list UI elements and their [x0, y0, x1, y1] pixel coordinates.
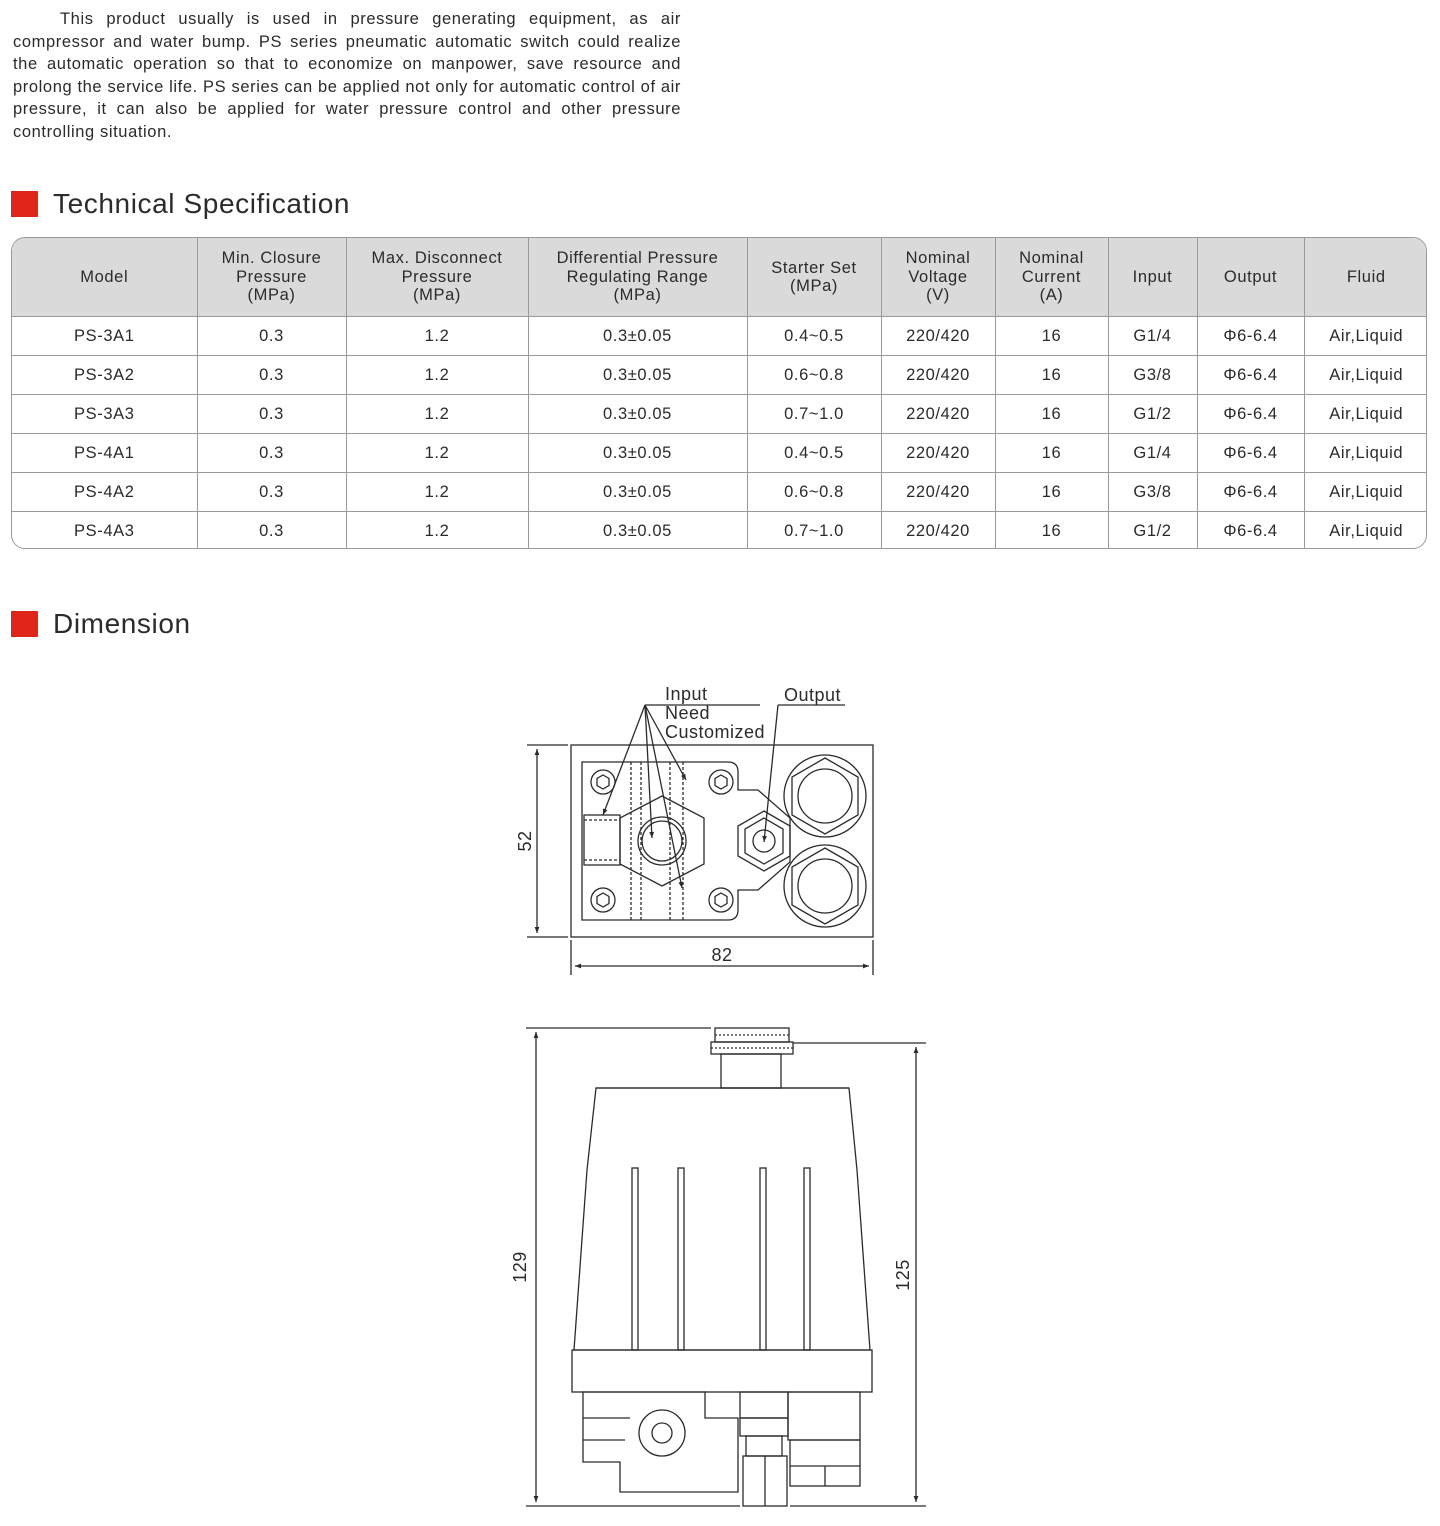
top-view-outline	[571, 745, 873, 937]
table-cell: PS-4A3	[12, 512, 197, 550]
section-title: Technical Specification	[53, 188, 351, 219]
column-header-line: Pressure	[236, 267, 307, 286]
table-cell: Air,Liquid	[1304, 395, 1427, 434]
section-title: Dimension	[53, 608, 191, 639]
column-header-line: Pressure	[401, 267, 473, 286]
table-cell: 220/420	[881, 512, 995, 550]
column-header-line: (V)	[926, 286, 950, 305]
table-cell: G3/8	[1108, 356, 1197, 395]
column-header-line: (A)	[1039, 286, 1064, 305]
side-view	[526, 1028, 926, 1506]
column-header-line: Current	[1021, 267, 1082, 286]
column-header-line: (MPa)	[790, 277, 838, 295]
table-cell: 16	[995, 434, 1108, 473]
table-cell: Φ6-6.4	[1197, 473, 1304, 512]
table-cell: 0.3	[197, 356, 346, 395]
table-cell: G1/2	[1108, 395, 1197, 434]
table-cell: 220/420	[881, 317, 995, 356]
table-cell: 1.2	[346, 317, 528, 356]
table-cell: 16	[995, 356, 1108, 395]
table-cell: 1.2	[346, 434, 528, 473]
table-cell: G1/2	[1108, 512, 1197, 550]
callout-need-label: Need	[665, 703, 711, 723]
column-header-line: Max. Disconnect	[371, 249, 503, 268]
table-cell: 1.2	[346, 356, 528, 395]
column-header-line: Voltage	[908, 267, 968, 286]
callout-input-label: Input	[665, 684, 708, 704]
table-cell: 0.4~0.5	[747, 317, 881, 356]
table-cell: PS-3A2	[12, 356, 197, 395]
side-slot	[584, 815, 620, 865]
cover-ribs	[632, 1168, 810, 1350]
screw-icon	[709, 888, 733, 912]
table-cell: 0.3	[197, 512, 346, 550]
table-cell: G1/4	[1108, 434, 1197, 473]
column-header-line: Input	[1132, 267, 1173, 286]
top-view	[527, 705, 873, 975]
table-cell: 0.3±0.05	[528, 317, 747, 356]
table-cell: G1/4	[1108, 317, 1197, 356]
table-cell: 16	[995, 512, 1108, 550]
column-header-line: Fluid	[1346, 267, 1386, 286]
screw-icon	[591, 888, 615, 912]
column-header-line: Min. Closure	[221, 249, 322, 268]
dimension-82-label: 82	[711, 945, 733, 965]
cover-outline	[574, 1088, 870, 1350]
cable-gland-icon	[784, 755, 866, 837]
screw-icon	[591, 770, 615, 794]
table-cell: 0.6~0.8	[747, 473, 881, 512]
table-cell: 0.3±0.05	[528, 473, 747, 512]
table-cell: Φ6-6.4	[1197, 356, 1304, 395]
table-cell: 1.2	[346, 395, 528, 434]
base-band	[572, 1350, 872, 1392]
dimension-125-label: 125	[893, 1259, 913, 1291]
table-cell: Φ6-6.4	[1197, 395, 1304, 434]
table-cell: 220/420	[881, 395, 995, 434]
screw-icon	[709, 770, 733, 794]
lower-body-left	[583, 1392, 738, 1492]
table-cell: 0.3±0.05	[528, 395, 747, 434]
dimension-129-label: 129	[510, 1251, 530, 1283]
port-icon	[639, 1410, 685, 1456]
table-cell: Φ6-6.4	[1197, 434, 1304, 473]
table-cell: 220/420	[881, 473, 995, 512]
table-cell: 0.3±0.05	[528, 356, 747, 395]
column-header-line: Starter Set	[771, 258, 857, 277]
table-cell: 16	[995, 395, 1108, 434]
column-header-line: Nominal	[1019, 249, 1084, 268]
table-cell: 0.7~1.0	[747, 395, 881, 434]
cable-gland-icon	[784, 845, 866, 927]
column-header-line: (MPa)	[613, 286, 662, 305]
table-cell: 0.3	[197, 473, 346, 512]
intro-paragraph: This product usually is used in pressure generating equipment, as air compressor and water bump. PS series pneumatic automatic switch could realize the automatic operation so that to economize on manpower, save resource and prolong the service life. PS series can be applied not only for automatic control of air pressure, it can also be applied for water pressure control and other pressure controlling situation.	[13, 10, 681, 141]
input-fitting-icon	[620, 796, 704, 886]
table-cell: 0.3±0.05	[528, 512, 747, 550]
dimension-52-label: 52	[515, 830, 535, 852]
table-cell: 0.3	[197, 434, 346, 473]
table-cell: 1.2	[346, 473, 528, 512]
table-cell: Air,Liquid	[1304, 356, 1427, 395]
column-header-line: (MPa)	[413, 286, 461, 305]
table-cell: 16	[995, 473, 1108, 512]
table-cell: 0.4~0.5	[747, 434, 881, 473]
table-cell: 1.2	[346, 512, 528, 550]
table-cell: 220/420	[881, 356, 995, 395]
table-cell: 0.7~1.0	[747, 512, 881, 550]
table-cell: 0.6~0.8	[747, 356, 881, 395]
column-header-line: Model	[80, 267, 129, 286]
table-cell: PS-3A3	[12, 395, 197, 434]
table-cell: Air,Liquid	[1304, 473, 1427, 512]
table-cell: 0.3±0.05	[528, 434, 747, 473]
table-cell: Air,Liquid	[1329, 521, 1404, 540]
table-cell: 0.3	[197, 317, 346, 356]
column-header-line: Differential Pressure	[556, 249, 719, 268]
table-cell: PS-3A1	[12, 317, 197, 356]
table-cell: 0.3	[197, 395, 346, 434]
column-header-line: (MPa)	[247, 286, 296, 305]
column-header-line: Nominal	[905, 249, 971, 268]
table-cell: G3/8	[1108, 473, 1197, 512]
table-cell: PS-4A2	[12, 473, 197, 512]
table-cell: Φ6-6.4	[1197, 317, 1304, 356]
column-header-line: Output	[1223, 267, 1278, 286]
callout-customized-label: Customized	[665, 722, 766, 742]
table-cell: PS-4A1	[12, 434, 197, 473]
column-header-line: Regulating Range	[566, 267, 709, 286]
table-cell: 220/420	[881, 434, 995, 473]
table-cell: Air,Liquid	[1304, 434, 1427, 473]
table-cell: 16	[995, 317, 1108, 356]
callout-output-label: Output	[784, 685, 842, 705]
table-cell: Φ6-6.4	[1197, 512, 1304, 550]
table-cell: Air,Liquid	[1304, 317, 1427, 356]
